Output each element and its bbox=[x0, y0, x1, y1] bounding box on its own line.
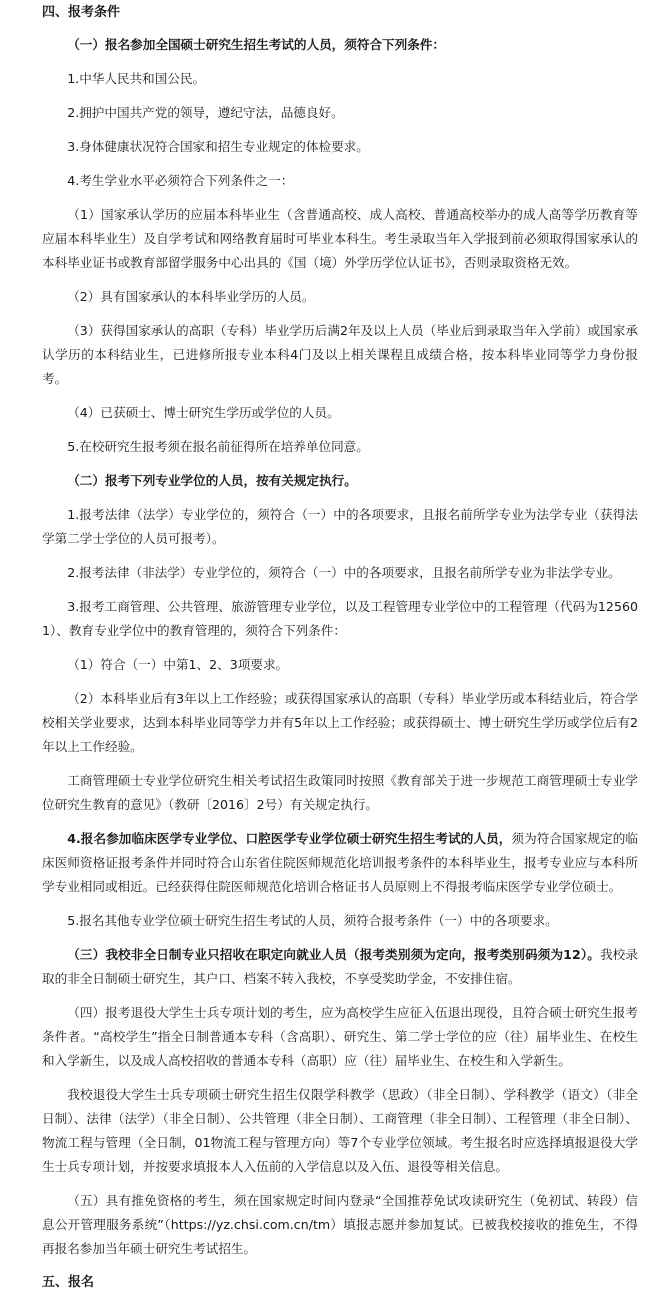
part4-paragraph: （四）报考退役大学生士兵专项计划的考生，应为高校学生应征入伍退出现役，且符合硕士研究生报考条件者。“高校学生”指全日制普通本专科（含高职）、研究生、第二学士学位的应（往）届毕业生、在校生和入学新生，以及成人高校招收的普通本专科（高职）应（往）届毕业生、在校生和入学新生。 bbox=[42, 1005, 638, 1068]
part3-body: 我校录取的非全日制硕士研究生，其户口、档案不转入我校，不享受奖助学金，不安排住宿。 bbox=[42, 947, 638, 986]
section-heading-5: 五、报名 bbox=[42, 1275, 95, 1290]
condition-4: 4.考生学业水平必须符合下列条件之一： bbox=[67, 173, 294, 188]
section-heading-4: 四、报考条件 bbox=[42, 5, 121, 20]
part2-item-4-body: 须为符合国家规定的临床医师资格证报考条件并同时符合山东省住院医师规范化培训报考条件的本科毕业生，报考专业应与本科所学专业相同或相近。已经获得住院医师规范化培训合格证书人员原则上不得报考临床医学专业学位硕士。 bbox=[42, 831, 639, 894]
part2-item-4-lead: 4.报名参加临床医学专业学位、口腔医学专业学位硕士研究生招生考试的人员， bbox=[67, 831, 512, 846]
condition-1: 1.中华人民共和国公民。 bbox=[67, 71, 206, 86]
condition-4-1: （1）国家承认学历的应届本科毕业生（含普通高校、成人高校、普通高校举办的成人高等学历教育等应届本科毕业生）及自学考试和网络教育届时可毕业本科生。考生录取当年入学报到前必须取得国家承认的本科毕业证书或教育部留学服务中心出具的《国（境）外学历学位认证书》，否则录取资格无效。 bbox=[42, 207, 638, 270]
part2-item-4 bbox=[42, 827, 638, 899]
condition-5: 5.在校研究生报考须在报名前征得所在培养单位同意。 bbox=[67, 439, 369, 454]
part1-heading: （一）报名参加全国硕士研究生招生考试的人员，须符合下列条件： bbox=[67, 37, 445, 52]
part2-mba-note: 工商管理硕士专业学位研究生相关考试招生政策同时按照《教育部关于进一步规范工商管理硕士专业学位研究生教育的意见》（教研〔2016〕2号）有关规定执行。 bbox=[42, 773, 638, 812]
part2-item-3-1: （1）符合（一）中第1、2、3项要求。 bbox=[67, 657, 289, 672]
condition-4-2: （2）具有国家承认的本科毕业学历的人员。 bbox=[67, 289, 315, 304]
part2-heading: （二）报考下列专业学位的人员，按有关规定执行。 bbox=[67, 473, 357, 488]
document-page bbox=[0, 1, 660, 1295]
part2-item-3: 3.报考工商管理、公共管理、旅游管理专业学位，以及工程管理专业学位中的工程管理（代码为125601）、教育专业学位中的教育管理的，须符合下列条件： bbox=[42, 599, 638, 638]
condition-4-3: （3）获得国家承认的高职（专科）毕业学历后满2年及以上人员（毕业后到录取当年入学前）或国家承认学历的本科结业生，已进修所报专业本科4门及以上相关课程且成绩合格，按本科毕业同等学力身份报考。 bbox=[42, 323, 638, 386]
condition-2: 2.拥护中国共产党的领导，遵纪守法，品德良好。 bbox=[67, 105, 344, 120]
condition-4-4: （4）已获硕士、博士研究生学历或学位的人员。 bbox=[67, 405, 340, 420]
part3-paragraph bbox=[42, 943, 638, 991]
part5-paragraph: （五）具有推免资格的考生，须在国家规定时间内登录“全国推荐免试攻读研究生（免初试、转段）信息公开管理服务系统”（https://yz.chsi.com.cn/tm）填报志愿并参加复试。已被我校接收的推免生，不得再报名参加当年硕士研究生考试招生。 bbox=[42, 1193, 638, 1256]
part2-item-3-2: （2）本科毕业后有3年以上工作经验；或获得国家承认的高职（专科）毕业学历或本科结业后，符合学校相关学业要求，达到本科毕业同等学力并有5年以上工作经验；或获得硕士、博士研究生学历或学位后有2年以上工作经验。 bbox=[42, 691, 638, 754]
part2-item-2: 2.报考法律（非法学）专业学位的，须符合（一）中的各项要求，且报名前所学专业为非法学专业。 bbox=[67, 565, 621, 580]
part2-item-1: 1.报考法律（法学）专业学位的，须符合（一）中的各项要求，且报名前所学专业为法学专业（获得法学第二学士学位的人员可报考）。 bbox=[42, 507, 638, 546]
part3-lead: （三）我校非全日制专业只招收在职定向就业人员（报考类别须为定向，报考类别码须为12）。 bbox=[67, 947, 600, 962]
part2-item-5: 5.报名其他专业学位硕士研究生招生考试的人员，须符合报考条件（一）中的各项要求。 bbox=[67, 913, 558, 928]
condition-3: 3.身体健康状况符合国家和招生专业规定的体检要求。 bbox=[67, 139, 369, 154]
part4-paragraph-b: 我校退役大学生士兵专项硕士研究生招生仅限学科教学（思政）（非全日制）、学科教学（语文）（非全日制）、法律（法学）（非全日制）、公共管理（非全日制）、工商管理（非全日制）、工程管理（非全日制）、物流工程与管理（全日制，01物流工程与管理方向）等7个专业学位领域。考生报名时应选择填报退役大学生士兵专项计划，并按要求填报本人入伍前的入学信息以及入伍、退役等相关信息。 bbox=[42, 1087, 638, 1174]
